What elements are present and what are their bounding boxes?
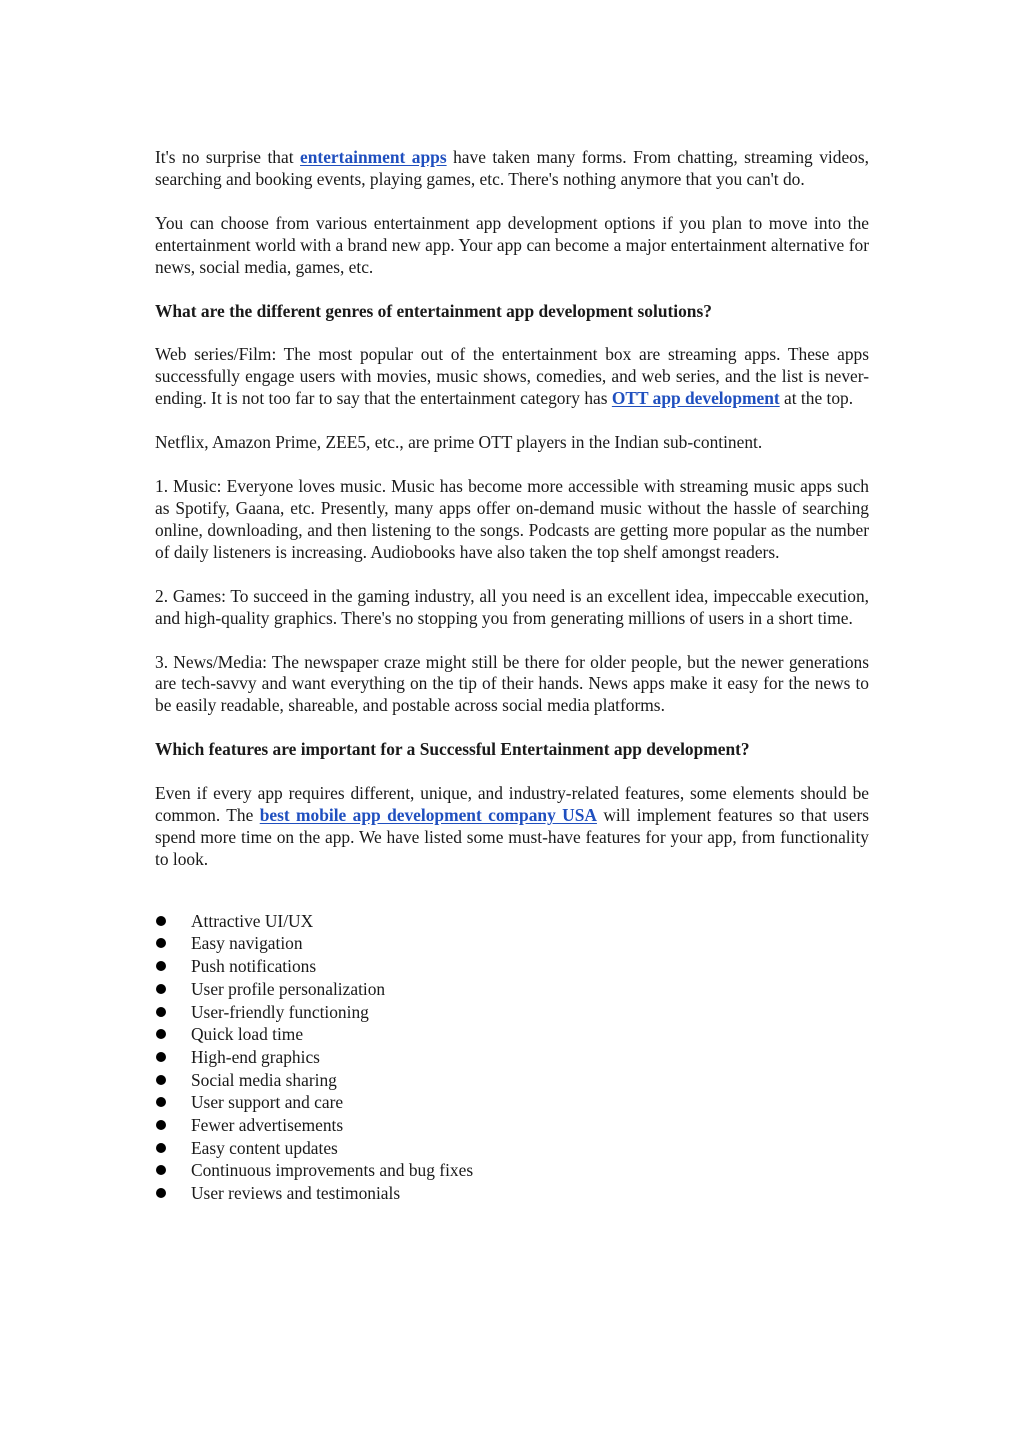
list-item-label: Push notifications — [191, 956, 317, 977]
bullet-icon — [156, 938, 166, 948]
ott-app-development-link[interactable]: OTT app development — [611, 388, 780, 409]
list-item-label: User profile personalization — [191, 978, 386, 999]
list-item — [155, 910, 869, 933]
list-item — [155, 1001, 869, 1024]
list-item-label: Easy content updates — [191, 1137, 338, 1158]
web-series-text-after: at the top. — [779, 388, 854, 409]
bullet-icon — [156, 984, 166, 994]
bullet-icon — [156, 1165, 166, 1175]
list-item — [155, 1182, 869, 1205]
list-item-label: Continuous improvements and bug fixes — [191, 1160, 474, 1181]
features-list — [155, 910, 869, 1205]
bullet-icon — [156, 1120, 166, 1130]
list-item — [155, 955, 869, 978]
intro-paragraph-1 — [155, 147, 869, 191]
bullet-icon — [156, 1097, 166, 1107]
list-item-label: High-end graphics — [191, 1046, 320, 1067]
document-page — [155, 147, 869, 1205]
web-series-paragraph — [155, 344, 869, 410]
list-item — [155, 1069, 869, 1092]
list-item — [155, 932, 869, 955]
bullet-icon — [156, 1007, 166, 1017]
list-item-label: Fewer advertisements — [191, 1115, 344, 1136]
intro-text-after: have taken many forms. From chatting, streaming videos, searching and booking events, playing games, etc. There's nothing anymore that you can't do. — [155, 147, 869, 189]
list-item-label: Quick load time — [191, 1024, 304, 1045]
bullet-icon — [156, 1029, 166, 1039]
web-series-text-before: Web series/Film: The most popular out of the entertainment box are streaming apps. These apps successfully engage users with movies, music shows, comedies, and web series, and the list is never-ending. It is not too far to say that the entertainment category has — [155, 344, 869, 409]
bullet-icon — [156, 1075, 166, 1085]
list-item-label: Attractive UI/UX — [191, 910, 314, 931]
list-item-label: User reviews and testimonials — [191, 1183, 401, 1204]
list-item — [155, 1091, 869, 1114]
bullet-icon — [156, 1188, 166, 1198]
features-intro-paragraph — [155, 783, 869, 871]
list-item — [155, 978, 869, 1001]
best-mobile-app-company-link[interactable]: best mobile app development company USA — [259, 805, 597, 826]
features-heading: Which features are important for a Successful Entertainment app development? — [155, 739, 750, 760]
intro-text-before: It's no surprise that — [155, 147, 301, 167]
list-item — [155, 1137, 869, 1160]
list-item — [155, 1159, 869, 1182]
list-item-label: User support and care — [191, 1092, 344, 1113]
genres-heading: What are the different genres of entertainment app development solutions? — [155, 300, 712, 321]
bullet-icon — [156, 916, 166, 926]
games-paragraph: 2. Games: To succeed in the gaming industry, all you need is an excellent idea, impeccable execution, and high-quality graphics. There's no stopping you from generating millions of users in a short time. — [155, 585, 869, 628]
bullet-icon — [156, 1143, 166, 1153]
entertainment-apps-link[interactable]: entertainment apps — [300, 147, 447, 167]
list-item-label: Social media sharing — [191, 1069, 337, 1090]
list-item — [155, 1046, 869, 1069]
bullet-icon — [156, 961, 166, 971]
list-item — [155, 1023, 869, 1046]
netflix-paragraph: Netflix, Amazon Prime, ZEE5, etc., are prime OTT players in the Indian sub-continent. — [155, 432, 763, 453]
intro-paragraph-2: You can choose from various entertainment app development options if you plan to move into the entertainment world with a brand new app. Your app can become a major entertainment alternative for news, social media, games, etc. — [155, 212, 869, 277]
list-item — [155, 1114, 869, 1137]
news-media-paragraph: 3. News/Media: The newspaper craze might still be there for older people, but the newer generations are tech-savvy and want everything on the tip of their hands. News apps make it easy for the news to be easily readable, shareable, and postable across social media platforms. — [155, 651, 869, 716]
features-intro-after: will implement features so that users spend more time on the app. We have listed some must-have features for your app, from functionality to look. — [155, 805, 870, 869]
features-intro-before: Even if every app requires different, unique, and industry-related features, some elements should be common. The — [155, 783, 869, 826]
list-item-label: Easy navigation — [191, 933, 303, 954]
list-item-label: User-friendly functioning — [191, 1001, 369, 1022]
music-paragraph: 1. Music: Everyone loves music. Music has become more accessible with streaming music apps such as Spotify, Gaana, etc. Presently, many apps offer on-demand music without the hassle of searching online, downloading, and then listening to the songs. Podcasts are getting more popular as the number of daily listeners is increasing. Audiobooks have also taken the top shelf amongst readers. — [155, 476, 869, 562]
bullet-icon — [156, 1052, 166, 1062]
